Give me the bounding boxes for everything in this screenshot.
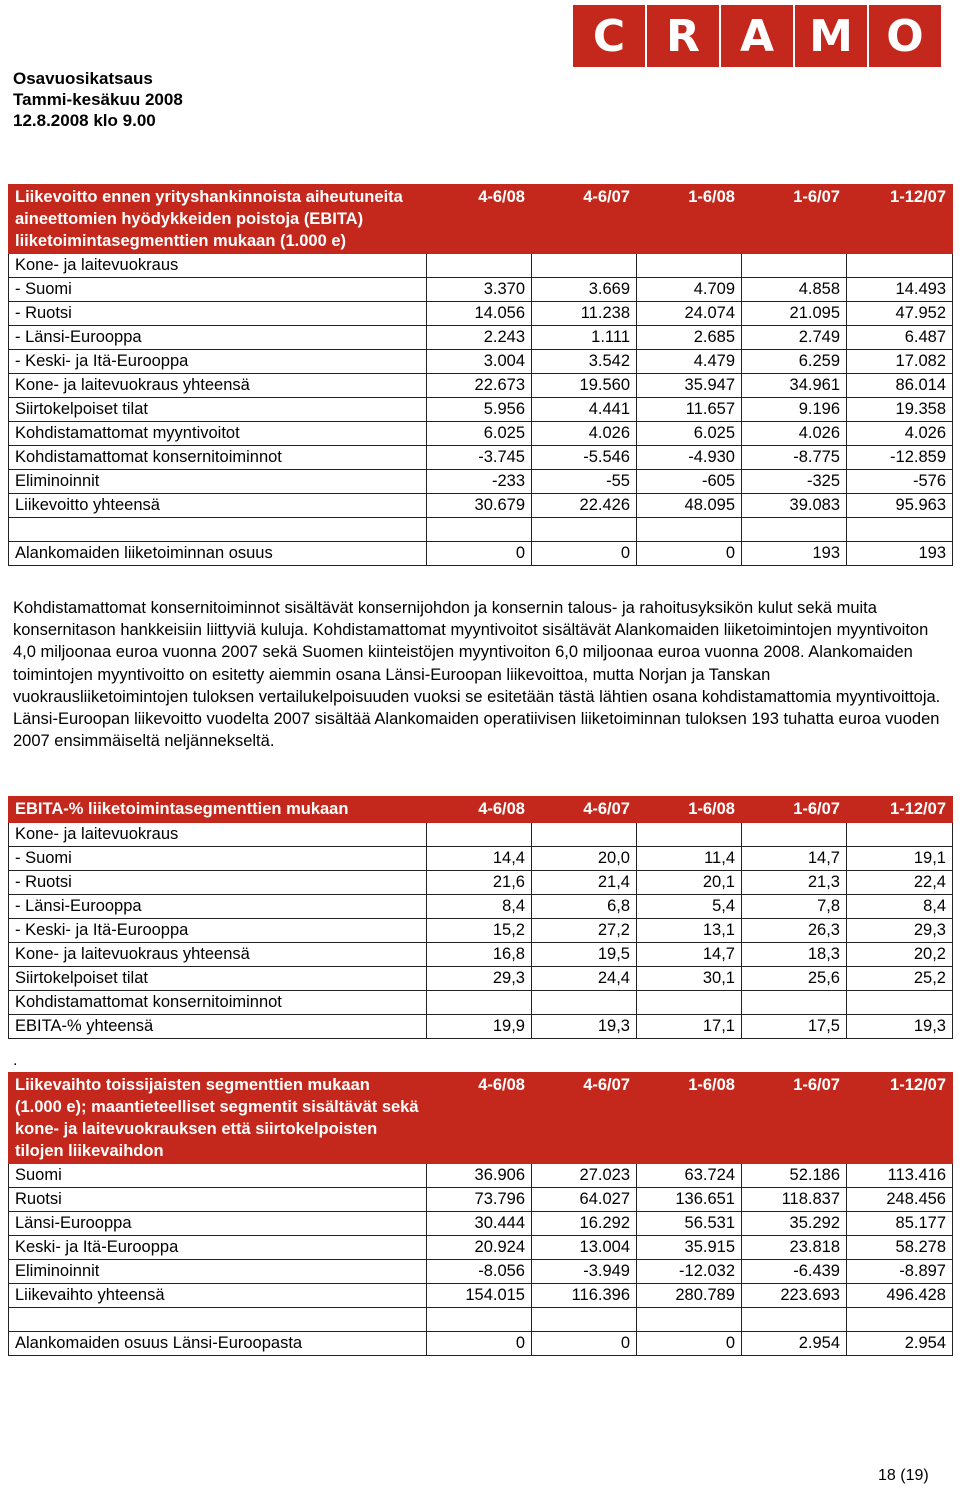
table-row <box>9 374 953 398</box>
value-cell: 0 <box>532 1332 637 1356</box>
value-cell: 34.961 <box>742 374 847 398</box>
value-cell: 29,3 <box>847 919 953 943</box>
value-cell: -233 <box>427 470 532 494</box>
empty-cell <box>532 1308 637 1332</box>
empty-cell <box>847 518 953 542</box>
empty-cell <box>9 1308 427 1332</box>
report-date: 12.8.2008 klo 9.00 <box>13 111 156 130</box>
table-row <box>9 398 953 422</box>
table-row <box>9 1236 953 1260</box>
table-row <box>9 446 953 470</box>
table-title: Liikevoitto ennen yrityshankinnoista aiheutuneita aineettomien hyödykkeiden poistoja (EBITA) liiketoimintasegmenttien mukaan (1.000 e) <box>9 185 427 254</box>
value-cell: 16.292 <box>532 1212 637 1236</box>
value-cell: 27.023 <box>532 1164 637 1188</box>
value-cell: 9.196 <box>742 398 847 422</box>
value-cell: 4.858 <box>742 278 847 302</box>
column-header: 1-12/07 <box>847 185 953 254</box>
report-period: Tammi-kesäkuu 2008 <box>13 90 183 109</box>
value-cell: 14.493 <box>847 278 953 302</box>
row-label: - Suomi <box>9 847 427 871</box>
empty-cell <box>532 254 637 278</box>
value-cell: 21,6 <box>427 871 532 895</box>
column-header: 1-6/07 <box>742 1073 847 1164</box>
row-label: - Länsi-Eurooppa <box>9 326 427 350</box>
value-cell: -8.775 <box>742 446 847 470</box>
value-cell: 2.685 <box>637 326 742 350</box>
value-cell: 14,7 <box>637 943 742 967</box>
empty-cell <box>742 518 847 542</box>
value-cell: -55 <box>532 470 637 494</box>
value-cell: 17,1 <box>637 1015 742 1039</box>
column-header: 4-6/07 <box>532 797 637 823</box>
value-cell: 154.015 <box>427 1284 532 1308</box>
value-cell: 85.177 <box>847 1212 953 1236</box>
value-cell: 118.837 <box>742 1188 847 1212</box>
value-cell <box>427 991 532 1015</box>
value-cell: 0 <box>637 542 742 566</box>
value-cell: 6,8 <box>532 895 637 919</box>
value-cell: 4.026 <box>847 422 953 446</box>
empty-cell <box>532 518 637 542</box>
separator-dot: . <box>13 1052 18 1069</box>
value-cell: 19.358 <box>847 398 953 422</box>
value-cell: 14,4 <box>427 847 532 871</box>
value-cell: 35.947 <box>637 374 742 398</box>
column-header: 4-6/08 <box>427 185 532 254</box>
page-number: 18 (19) <box>878 1467 929 1484</box>
value-cell: 20,2 <box>847 943 953 967</box>
value-cell: 116.396 <box>532 1284 637 1308</box>
column-header: 4-6/08 <box>427 1073 532 1164</box>
column-header: 1-6/07 <box>742 185 847 254</box>
value-cell: -325 <box>742 470 847 494</box>
table-title: EBITA-% liiketoimintasegmenttien mukaan <box>9 797 427 823</box>
section-row <box>9 823 953 847</box>
value-cell: 0 <box>532 542 637 566</box>
value-cell: 193 <box>847 542 953 566</box>
value-cell: 11.238 <box>532 302 637 326</box>
empty-cell <box>637 1308 742 1332</box>
value-cell: 26,3 <box>742 919 847 943</box>
value-cell: 56.531 <box>637 1212 742 1236</box>
value-cell: 11.657 <box>637 398 742 422</box>
row-label: Liikevoitto yhteensä <box>9 494 427 518</box>
table-row <box>9 1015 953 1039</box>
logo-letter: A <box>721 5 793 67</box>
logo-letter: O <box>869 5 941 67</box>
value-cell: -605 <box>637 470 742 494</box>
value-cell: 17,5 <box>742 1015 847 1039</box>
empty-cell <box>847 254 953 278</box>
column-header: 1-6/08 <box>637 185 742 254</box>
value-cell: 19,9 <box>427 1015 532 1039</box>
value-cell: 24.074 <box>637 302 742 326</box>
table-row <box>9 422 953 446</box>
value-cell: 18,3 <box>742 943 847 967</box>
empty-cell <box>742 823 847 847</box>
table-row <box>9 302 953 326</box>
row-label: Suomi <box>9 1164 427 1188</box>
value-cell: 64.027 <box>532 1188 637 1212</box>
empty-cell <box>847 1308 953 1332</box>
value-cell: 193 <box>742 542 847 566</box>
table-row <box>9 494 953 518</box>
value-cell: 25,6 <box>742 967 847 991</box>
value-cell: 35.292 <box>742 1212 847 1236</box>
column-header: 1-6/08 <box>637 797 742 823</box>
row-label: Keski- ja Itä-Eurooppa <box>9 1236 427 1260</box>
value-cell: 52.186 <box>742 1164 847 1188</box>
empty-cell <box>742 254 847 278</box>
value-cell: 113.416 <box>847 1164 953 1188</box>
value-cell: 39.083 <box>742 494 847 518</box>
cramo-logo <box>573 5 941 67</box>
value-cell: -8.056 <box>427 1260 532 1284</box>
spacer-row <box>9 1308 953 1332</box>
column-header: 4-6/07 <box>532 1073 637 1164</box>
row-label: Eliminoinnit <box>9 1260 427 1284</box>
value-cell: -12.032 <box>637 1260 742 1284</box>
table-row <box>9 326 953 350</box>
table-row <box>9 1164 953 1188</box>
revenue-secondary-segment-table <box>8 1072 953 1356</box>
table-row <box>9 847 953 871</box>
value-cell: 248.456 <box>847 1188 953 1212</box>
empty-cell <box>427 823 532 847</box>
column-header: 1-12/07 <box>847 797 953 823</box>
row-label: Kohdistamattomat myyntivoitot <box>9 422 427 446</box>
value-cell: 2.954 <box>847 1332 953 1356</box>
value-cell: 4.026 <box>532 422 637 446</box>
value-cell: 3.004 <box>427 350 532 374</box>
value-cell: 22,4 <box>847 871 953 895</box>
row-label: Alankomaiden osuus Länsi-Euroopasta <box>9 1332 427 1356</box>
document-header <box>13 68 183 131</box>
value-cell: 1.111 <box>532 326 637 350</box>
value-cell: 21,4 <box>532 871 637 895</box>
report-title: Osavuosikatsaus <box>13 69 153 88</box>
table-row <box>9 350 953 374</box>
column-header: 4-6/07 <box>532 185 637 254</box>
row-label: Kohdistamattomat konsernitoiminnot <box>9 446 427 470</box>
value-cell: 20,1 <box>637 871 742 895</box>
value-cell: -5.546 <box>532 446 637 470</box>
value-cell: 19,5 <box>532 943 637 967</box>
section-label: Kone- ja laitevuokraus <box>9 254 427 278</box>
value-cell: 13.004 <box>532 1236 637 1260</box>
value-cell: 7,8 <box>742 895 847 919</box>
value-cell: 47.952 <box>847 302 953 326</box>
value-cell: 0 <box>427 1332 532 1356</box>
row-label: Kone- ja laitevuokraus yhteensä <box>9 943 427 967</box>
empty-cell <box>532 823 637 847</box>
table-row <box>9 943 953 967</box>
value-cell: 35.915 <box>637 1236 742 1260</box>
table-row <box>9 871 953 895</box>
value-cell: 23.818 <box>742 1236 847 1260</box>
value-cell: -576 <box>847 470 953 494</box>
explanatory-paragraph: Kohdistamattomat konsernitoiminnot sisältävät konsernijohdon ja konsernin talous- ja rahoitusyksikön kulut sekä muita konsernitason hankkeisiin liittyviä kuluja. Kohdistamattomat myyntivoitot sisältävät Alankomaiden liiketoimintojen myyntivoiton 4,0 miljoonaa euroa vuonna 2007 sekä Suomen kiinteistöjen myyntivoiton 6,0 miljoonaa euroa vuonna 2008. Alankomaiden toimintojen myyntivoitto on esitetty aiemmin osana Länsi-Euroopan liikevoittoa, mutta Norjan ja Tanskan vuokrausliiketoimintojen tuloksen vertailukelpoisuuden vuoksi se esitetään tästä lähtien osana kohdistamattomia myyntivoittoja. Länsi-Euroopan liikevoitto vuodelta 2007 sisältää Alankomaiden operatiivisen liiketoiminnan tuloksen 193 tuhatta euroa vuoden 2007 ensimmäiseltä neljännekseltä. <box>13 599 941 751</box>
value-cell: 58.278 <box>847 1236 953 1260</box>
value-cell: 19,3 <box>532 1015 637 1039</box>
row-label: Siirtokelpoiset tilat <box>9 398 427 422</box>
section-row <box>9 254 953 278</box>
table-row <box>9 1188 953 1212</box>
column-header: 1-6/07 <box>742 797 847 823</box>
value-cell: 3.669 <box>532 278 637 302</box>
value-cell: -3.745 <box>427 446 532 470</box>
empty-cell <box>847 823 953 847</box>
section-label: Kone- ja laitevuokraus <box>9 823 427 847</box>
row-label: - Keski- ja Itä-Eurooppa <box>9 919 427 943</box>
value-cell: -4.930 <box>637 446 742 470</box>
value-cell: 5.956 <box>427 398 532 422</box>
logo-letter: R <box>647 5 719 67</box>
spacer-row <box>9 518 953 542</box>
value-cell <box>532 991 637 1015</box>
value-cell: 21,3 <box>742 871 847 895</box>
value-cell: 496.428 <box>847 1284 953 1308</box>
value-cell: -6.439 <box>742 1260 847 1284</box>
row-label: - Ruotsi <box>9 302 427 326</box>
value-cell: 13,1 <box>637 919 742 943</box>
value-cell: 22.673 <box>427 374 532 398</box>
table-title: Liikevaihto toissijaisten segmenttien mukaan (1.000 e); maantieteelliset segmentit sisältävät sekä kone- ja laitevuokrauksen että siirtokelpoisten tilojen liikevaihdon <box>9 1073 427 1164</box>
value-cell: 4.441 <box>532 398 637 422</box>
empty-cell <box>637 518 742 542</box>
value-cell: 29,3 <box>427 967 532 991</box>
value-cell: 4.479 <box>637 350 742 374</box>
column-header: 4-6/08 <box>427 797 532 823</box>
value-cell: 5,4 <box>637 895 742 919</box>
value-cell: 6.025 <box>637 422 742 446</box>
table-row <box>9 278 953 302</box>
value-cell: 11,4 <box>637 847 742 871</box>
value-cell: 280.789 <box>637 1284 742 1308</box>
empty-cell <box>9 518 427 542</box>
row-label: Länsi-Eurooppa <box>9 1212 427 1236</box>
table-header-row <box>9 1073 953 1164</box>
table-row <box>9 1260 953 1284</box>
table-row <box>9 967 953 991</box>
value-cell: 95.963 <box>847 494 953 518</box>
value-cell: 14,7 <box>742 847 847 871</box>
value-cell: 2.749 <box>742 326 847 350</box>
ebita-segment-table <box>8 184 953 566</box>
value-cell: 20,0 <box>532 847 637 871</box>
table-header-row <box>9 185 953 254</box>
value-cell: 136.651 <box>637 1188 742 1212</box>
row-label: - Suomi <box>9 278 427 302</box>
row-label: Alankomaiden liiketoiminnan osuus <box>9 542 427 566</box>
value-cell: 24,4 <box>532 967 637 991</box>
column-header: 1-12/07 <box>847 1073 953 1164</box>
value-cell: 8,4 <box>427 895 532 919</box>
value-cell: 0 <box>427 542 532 566</box>
empty-cell <box>637 823 742 847</box>
table-row <box>9 1212 953 1236</box>
value-cell: 36.906 <box>427 1164 532 1188</box>
value-cell: 16,8 <box>427 943 532 967</box>
row-label: Kohdistamattomat konsernitoiminnot <box>9 991 427 1015</box>
row-label: Eliminoinnit <box>9 470 427 494</box>
table-header-row <box>9 797 953 823</box>
value-cell: 2.954 <box>742 1332 847 1356</box>
value-cell: -3.949 <box>532 1260 637 1284</box>
table-row <box>9 991 953 1015</box>
row-label: - Länsi-Eurooppa <box>9 895 427 919</box>
table-row <box>9 1332 953 1356</box>
value-cell: 30.444 <box>427 1212 532 1236</box>
value-cell: 6.025 <box>427 422 532 446</box>
value-cell: -12.859 <box>847 446 953 470</box>
value-cell: 21.095 <box>742 302 847 326</box>
value-cell <box>742 991 847 1015</box>
value-cell: 223.693 <box>742 1284 847 1308</box>
value-cell: 63.724 <box>637 1164 742 1188</box>
table-row <box>9 1284 953 1308</box>
ebita-percent-table <box>8 796 953 1039</box>
value-cell: 19,1 <box>847 847 953 871</box>
value-cell: 17.082 <box>847 350 953 374</box>
value-cell: 25,2 <box>847 967 953 991</box>
value-cell: 30,1 <box>637 967 742 991</box>
value-cell: 2.243 <box>427 326 532 350</box>
value-cell: 6.487 <box>847 326 953 350</box>
value-cell: 0 <box>637 1332 742 1356</box>
row-label: Ruotsi <box>9 1188 427 1212</box>
value-cell: 19.560 <box>532 374 637 398</box>
value-cell: 3.370 <box>427 278 532 302</box>
row-label: Kone- ja laitevuokraus yhteensä <box>9 374 427 398</box>
value-cell: 14.056 <box>427 302 532 326</box>
empty-cell <box>637 254 742 278</box>
value-cell: 4.709 <box>637 278 742 302</box>
value-cell: 4.026 <box>742 422 847 446</box>
empty-cell <box>427 1308 532 1332</box>
value-cell: 86.014 <box>847 374 953 398</box>
column-header: 1-6/08 <box>637 1073 742 1164</box>
value-cell <box>847 991 953 1015</box>
value-cell: 48.095 <box>637 494 742 518</box>
table-row <box>9 895 953 919</box>
value-cell: 6.259 <box>742 350 847 374</box>
value-cell: 27,2 <box>532 919 637 943</box>
row-label: - Keski- ja Itä-Eurooppa <box>9 350 427 374</box>
empty-cell <box>427 518 532 542</box>
empty-cell <box>427 254 532 278</box>
row-label: - Ruotsi <box>9 871 427 895</box>
value-cell: 30.679 <box>427 494 532 518</box>
row-label: EBITA-% yhteensä <box>9 1015 427 1039</box>
value-cell: 19,3 <box>847 1015 953 1039</box>
table-row <box>9 470 953 494</box>
value-cell: 15,2 <box>427 919 532 943</box>
logo-letter: M <box>795 5 867 67</box>
value-cell: 22.426 <box>532 494 637 518</box>
table-row <box>9 919 953 943</box>
value-cell: 3.542 <box>532 350 637 374</box>
logo-letter: C <box>573 5 645 67</box>
value-cell: -8.897 <box>847 1260 953 1284</box>
row-label: Liikevaihto yhteensä <box>9 1284 427 1308</box>
value-cell: 8,4 <box>847 895 953 919</box>
value-cell: 20.924 <box>427 1236 532 1260</box>
value-cell: 73.796 <box>427 1188 532 1212</box>
value-cell <box>637 991 742 1015</box>
table-row <box>9 542 953 566</box>
row-label: Siirtokelpoiset tilat <box>9 967 427 991</box>
empty-cell <box>742 1308 847 1332</box>
